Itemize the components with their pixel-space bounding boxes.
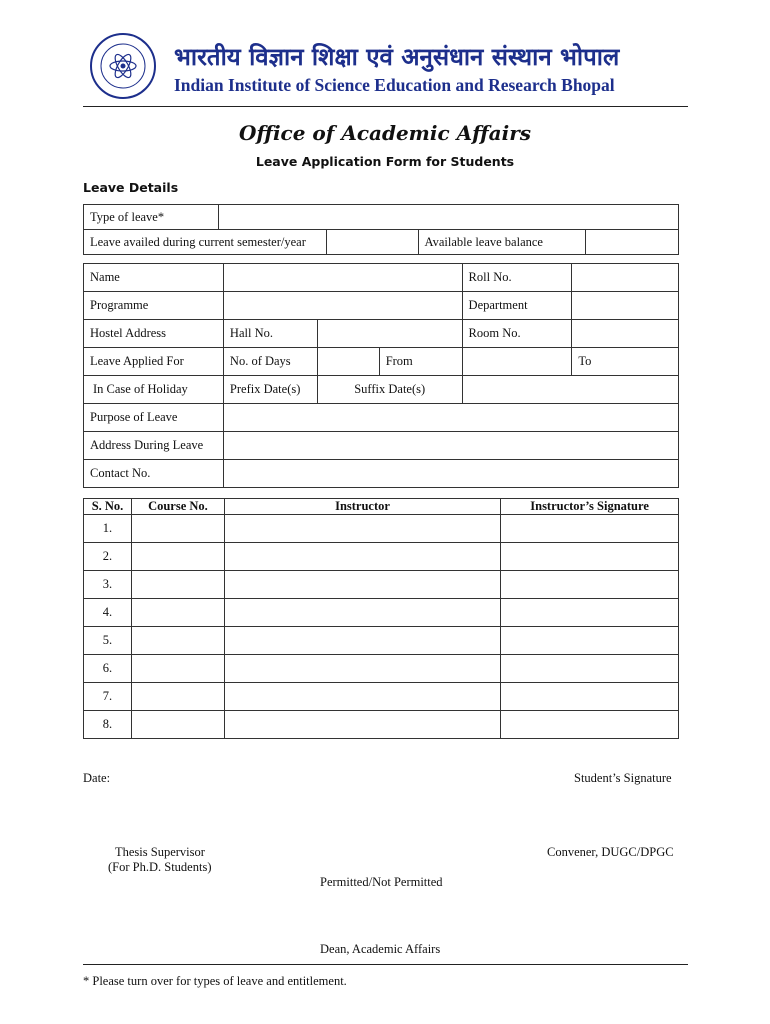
no-of-days-field[interactable] <box>317 348 379 376</box>
type-of-leave-field[interactable] <box>218 205 678 230</box>
from-label: From <box>379 348 462 376</box>
department-label: Department <box>462 292 572 320</box>
available-balance-label: Available leave balance <box>418 230 586 255</box>
signature-field[interactable] <box>501 683 679 711</box>
institute-name-hindi: भारतीय विज्ञान शिक्षा एवं अनुसंधान संस्थान भोपाल <box>174 43 620 71</box>
course-no-field[interactable] <box>131 571 224 599</box>
table-row <box>84 683 679 711</box>
leave-availed-label: Leave availed during current semester/year <box>84 230 327 255</box>
contact-no-label: Contact No. <box>84 460 224 488</box>
header-divider <box>83 106 688 107</box>
course-no-field[interactable] <box>131 655 224 683</box>
date-label: Date: <box>83 771 111 785</box>
programme-field[interactable] <box>223 292 462 320</box>
instructor-field[interactable] <box>224 515 500 543</box>
row-number: 1. <box>84 515 132 543</box>
sno-header: S. No. <box>84 499 132 515</box>
instructor-signature-header: Instructor’s Signature <box>501 499 679 515</box>
roll-no-field[interactable] <box>572 264 679 292</box>
from-field[interactable] <box>462 348 572 376</box>
room-no-field[interactable] <box>572 320 679 348</box>
room-no-label: Room No. <box>462 320 572 348</box>
course-no-field[interactable] <box>131 515 224 543</box>
table-row <box>84 571 679 599</box>
row-number: 4. <box>84 599 132 627</box>
footnote: * Please turn over for types of leave and entitlement. <box>83 974 347 988</box>
convener-label: Convener, DUGC/DPGC <box>547 845 674 859</box>
institute-logo <box>90 33 156 99</box>
hall-no-label: Hall No. <box>223 320 317 348</box>
purpose-of-leave-label: Purpose of Leave <box>84 404 224 432</box>
to-label: To <box>572 348 679 376</box>
student-signature-label: Student’s Signature <box>574 771 672 785</box>
prefix-dates-label: Prefix Date(s) <box>223 376 317 404</box>
course-no-field[interactable] <box>131 599 224 627</box>
instructor-field[interactable] <box>224 543 500 571</box>
table-row <box>84 543 679 571</box>
permitted-label: Permitted/Not Permitted <box>320 875 443 889</box>
table-row <box>84 655 679 683</box>
signature-field[interactable] <box>501 711 679 739</box>
programme-label: Programme <box>84 292 224 320</box>
type-of-leave-label: Type of leave* <box>84 205 219 230</box>
course-no-header: Course No. <box>131 499 224 515</box>
signature-field[interactable] <box>501 543 679 571</box>
leave-table <box>83 204 679 255</box>
instructor-field[interactable] <box>224 627 500 655</box>
name-label: Name <box>84 264 224 292</box>
purpose-of-leave-field[interactable] <box>223 404 678 432</box>
dean-label: Dean, Academic Affairs <box>320 942 441 956</box>
row-number: 3. <box>84 571 132 599</box>
signature-field[interactable] <box>501 627 679 655</box>
suffix-dates-label: Suffix Date(s) <box>317 376 462 404</box>
hostel-address-label: Hostel Address <box>84 320 224 348</box>
leave-applied-for-label: Leave Applied For <box>84 348 224 376</box>
course-no-field[interactable] <box>131 627 224 655</box>
address-during-leave-label: Address During Leave <box>84 432 224 460</box>
leave-availed-field[interactable] <box>326 230 418 255</box>
instructor-field[interactable] <box>224 599 500 627</box>
row-number: 7. <box>84 683 132 711</box>
row-number: 6. <box>84 655 132 683</box>
signature-field[interactable] <box>501 571 679 599</box>
no-of-days-label: No. of Days <box>223 348 317 376</box>
instructor-field[interactable] <box>224 711 500 739</box>
page-title: Office of Academic Affairs <box>238 121 531 145</box>
suffix-dates-field[interactable] <box>462 376 678 404</box>
hall-no-field[interactable] <box>317 320 462 348</box>
course-no-field[interactable] <box>131 683 224 711</box>
signature-field[interactable] <box>501 515 679 543</box>
thesis-supervisor-label: Thesis Supervisor <box>115 845 205 859</box>
details-table <box>83 263 679 488</box>
department-field[interactable] <box>572 292 679 320</box>
table-row <box>84 711 679 739</box>
address-during-leave-field[interactable] <box>223 432 678 460</box>
section-heading: Leave Details <box>83 180 179 195</box>
institute-name-english: Indian Institute of Science Education and Research Bhopal <box>174 75 615 95</box>
row-number: 2. <box>84 543 132 571</box>
table-row <box>84 599 679 627</box>
row-number: 8. <box>84 711 132 739</box>
contact-no-field[interactable] <box>223 460 678 488</box>
instructor-field[interactable] <box>224 655 500 683</box>
course-no-field[interactable] <box>131 711 224 739</box>
signature-field[interactable] <box>501 655 679 683</box>
roll-no-label: Roll No. <box>462 264 572 292</box>
instructor-field[interactable] <box>224 683 500 711</box>
course-no-field[interactable] <box>131 543 224 571</box>
table-row <box>84 627 679 655</box>
row-number: 5. <box>84 627 132 655</box>
course-table <box>83 498 679 739</box>
available-balance-field[interactable] <box>586 230 679 255</box>
footer-divider <box>83 964 688 965</box>
instructor-field[interactable] <box>224 571 500 599</box>
table-row <box>84 515 679 543</box>
in-case-of-holiday-label: In Case of Holiday <box>84 376 224 404</box>
form-title: Leave Application Form for Students <box>255 154 515 169</box>
signature-field[interactable] <box>501 599 679 627</box>
for-phd-label: (For Ph.D. Students) <box>108 860 212 874</box>
name-field[interactable] <box>223 264 462 292</box>
instructor-header: Instructor <box>224 499 500 515</box>
